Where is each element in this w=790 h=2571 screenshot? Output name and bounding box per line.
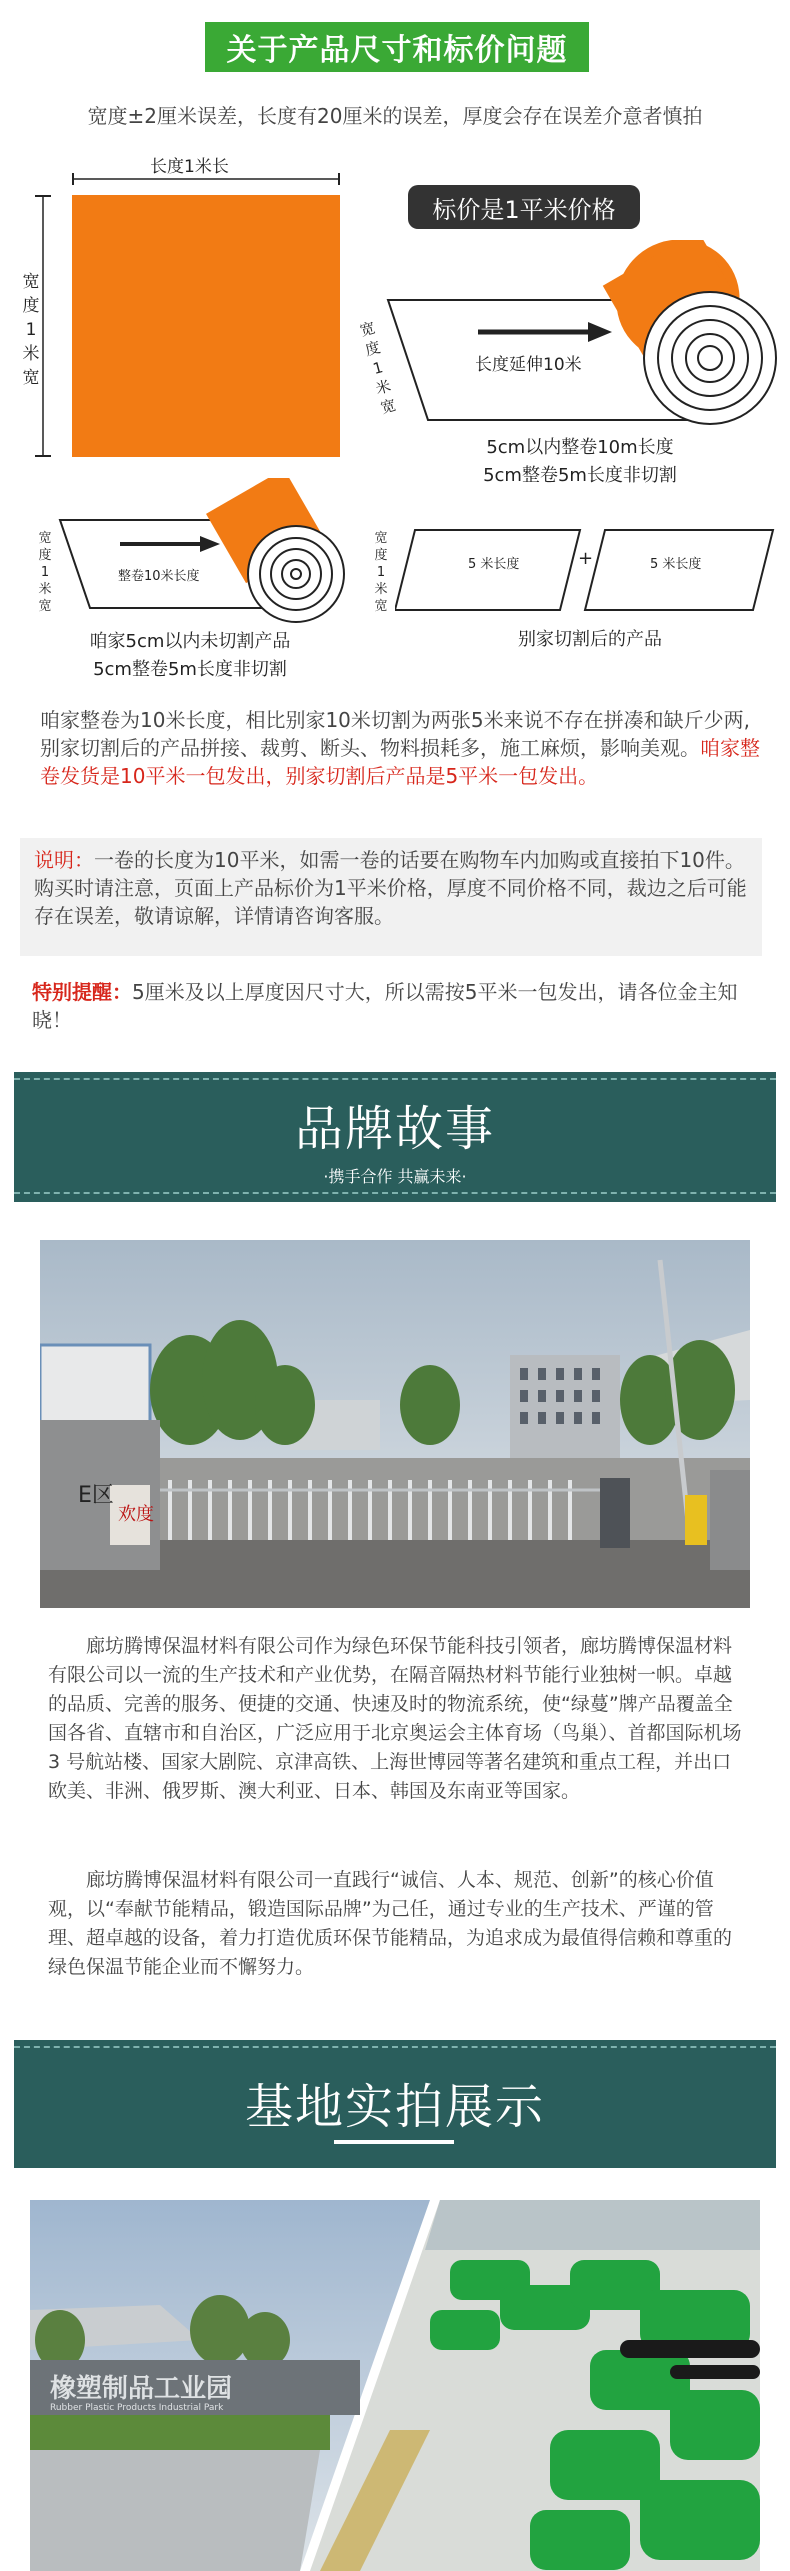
brand-story-subtitle: ·携手合作 共赢未来· [323, 1167, 467, 1186]
compare-text-highlight: 咱家整卷发货是10平米一包发出，别家切割后产品是5平米一包发出。 [40, 736, 760, 788]
story-paragraph-1: 廊坊腾博保温材料有限公司作为绿色环保节能科技引领者，廊坊腾博保温材料有限公司以一流的生产技术和产业优势，在隔音隔热材料节能行业独树一帜。卓越的品质、完善的服务、便捷的交通、快速及时的物流系统，使“绿蔓”牌产品覆盖全国各省、直辖市和自治区，广泛应用于北京奥运会主体育场（鸟巢）、首都国际机场 3 号航站楼、国家大剧院、京津高铁、上海世博园等著名建筑和重点工程，并出口欧美、非洲、俄罗斯、澳大利亚、日本、韩国及东南亚等国家。 [48, 1635, 742, 1802]
compare-text: 咱家整卷为10米长度，相比别家10米切割为两张5米来说不存在拼凑和缺斤少两,别家切割后的产品拼接、裁剪、断头、物料损耗多，施工麻烦，影响美观。 [40, 708, 750, 760]
small-roll-length-label: 整卷10米长度 [118, 569, 200, 584]
special-label: 特别提醒： [32, 980, 132, 1004]
explain-label: 说明： [34, 848, 94, 872]
cut-pieces-illustration [395, 525, 785, 615]
cut-piece-2-label: 5 米长度 [650, 557, 702, 572]
brand-story-title: 品牌故事 [294, 1101, 495, 1157]
price-tag-pill: 标价是1平米价格 [408, 185, 640, 229]
gate-door-text: 欢度 [118, 1504, 154, 1525]
cut-caption: 别家切割后的产品 [518, 629, 662, 650]
base-showcase-title: 基地实拍展示 [244, 2079, 545, 2135]
special-reminder [32, 978, 752, 1034]
roll-illustration-large [360, 240, 780, 430]
factory-gate-photo [40, 1240, 750, 1608]
ours-caption-1: 咱家5cm以内未切割产品 [89, 631, 291, 652]
section-title: 关于产品尺寸和标价问题 [205, 22, 589, 72]
gate-sign-text: E区 [78, 1483, 114, 1508]
roll-length-label: 长度延伸10米 [475, 355, 582, 375]
cut-piece-1-label: 5 米长度 [468, 557, 520, 572]
explain-paragraph [34, 846, 754, 930]
park-sign-subtext: Rubber Plastic Products Industrial Park [50, 2403, 224, 2413]
dimension-length-label: 长度1米长 [150, 157, 229, 177]
base-showcase-banner [14, 2040, 776, 2168]
compare-paragraph [40, 706, 768, 790]
roll-caption-2: 5cm整卷5m长度非切割 [483, 465, 677, 486]
ours-caption-2: 5cm整卷5m长度非切割 [93, 659, 287, 680]
base-photo-collage [30, 2190, 760, 2571]
cut-width-label: 宽度1米宽 [374, 531, 388, 614]
cut-plus-sign: + [578, 548, 594, 569]
dimension-length-arrow [72, 173, 340, 185]
brand-story-banner [14, 1072, 776, 1202]
roll-width-label: 宽度1米宽 [358, 318, 398, 418]
park-sign-text: 橡塑制品工业园 [50, 2374, 233, 2404]
special-text: 5厘米及以上厚度因尺寸大，所以需按5平米一包发出，请各位金主知晓！ [32, 980, 738, 1032]
roll-illustration-small [40, 478, 350, 628]
product-sheet-square [72, 195, 340, 457]
story-paragraph-2: 廊坊腾博保温材料有限公司一直践行“诚信、人本、规范、创新”的核心价值观，以“奉献节能精品，锻造国际品牌”为己任，通过专业的生产技术、严谨的管理、超卓越的设备，着力打造优质环保节能精品，为追求成为最值得信赖和尊重的绿色保温节能企业而不懈努力。 [48, 1869, 733, 1978]
tolerance-note: 宽度±2厘米误差，长度有20厘米的误差，厚度会存在误差介意者慎拍 [87, 104, 703, 128]
small-roll-width-label: 宽度1米宽 [38, 531, 52, 614]
roll-caption-1: 5cm以内整卷10m长度 [486, 437, 674, 458]
explain-text: 一卷的长度为10平米，如需一卷的话要在购物车内加购或直接拍下10件。购买时请注意，页面上产品标价为1平米价格，厚度不同价格不同，裁边之后可能存在误差，敬请谅解，详情请咨询客服。 [34, 848, 747, 928]
dimension-width-label: 宽度1米宽 [22, 272, 40, 388]
title-underline [334, 2140, 454, 2144]
